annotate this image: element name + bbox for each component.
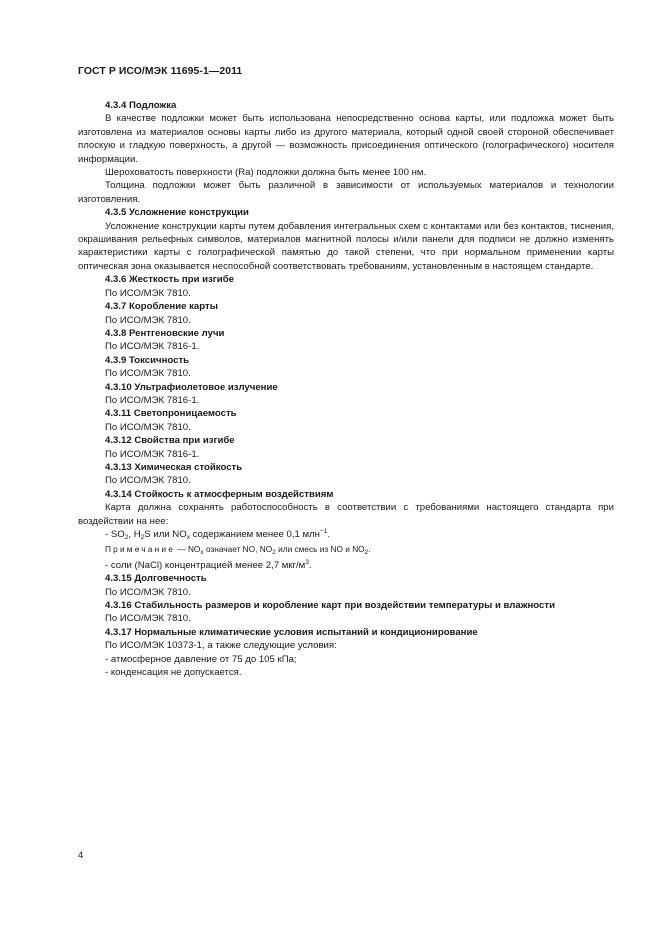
section-4-3-8-reference: По ИСО/МЭК 7816-1.: [105, 341, 200, 353]
section-4-3-4-paragraph-3: Толщина подложки может быть различной в зависимости от используемых материалов и технологии изготовления.: [78, 180, 614, 205]
section-4-3-10-title: 4.3.10 Ультрафиолетовое излучение: [105, 381, 278, 393]
section-4-3-11-title: 4.3.11 Светопроницаемость: [105, 408, 237, 420]
document-header: ГОСТ Р ИСО/МЭК 11695-1—2011: [78, 66, 243, 77]
section-4-3-9-title: 4.3.9 Токсичность: [105, 354, 190, 366]
section-4-3-5-title: 4.3.5 Усложнение конструкции: [105, 207, 249, 219]
section-4-3-6-reference: По ИСО/МЭК 7810.: [105, 287, 191, 299]
document-body: [78, 99, 614, 679]
note-label: Примечание: [105, 544, 176, 555]
page-number: 4: [78, 850, 84, 861]
section-4-3-13-reference: По ИСО/МЭК 7810.: [105, 475, 191, 487]
section-4-3-15-reference: По ИСО/МЭК 7810.: [105, 586, 191, 598]
section-4-3-17-title: 4.3.17 Нормальные климатические условия испытаний и кондиционирование: [105, 626, 478, 638]
section-4-3-10-reference: По ИСО/МЭК 7816-1.: [105, 394, 200, 406]
section-4-3-12-reference: По ИСО/МЭК 7816-1.: [105, 448, 200, 460]
section-4-3-8-title: 4.3.8 Рентгеновские лучи: [105, 327, 225, 339]
section-4-3-5-paragraph-1: Усложнение конструкции карты путем добавления интегральных схем с контактами или без контактов, тиснения, окрашивания рельефных символов, материалов магнитной полосы и/или панели для подписи не должно изменять характеристики карты с голографической памятью до такой степени, что при нормальном применении карты оптическая зона оказывается неспособной соответствовать требованиям, установленным в настоящем стандарте.: [78, 220, 614, 272]
section-4-3-4-title: 4.3.4 Подложка: [105, 100, 177, 111]
section-4-3-4-paragraph-1: В качестве подложки может быть использована непосредственно основа карты, или подложка может быть изготовлена из материалов основы карты либо из другого материала, который одной своей стороной обеспечивает плоскую и гладкую поверхность, а другой — возможность присоединения оптического (голографического) носителя информации.: [78, 113, 614, 165]
section-4-3-14-paragraph-1: Карта должна сохранять работоспособность в соответствии с требованиями настоящего стандарта при воздействии на нее:: [78, 502, 614, 527]
section-4-3-14-title: 4.3.14 Стойкость к атмосферным воздействиям: [105, 488, 334, 500]
section-4-3-6-title: 4.3.6 Жесткость при изгибе: [105, 274, 234, 286]
section-4-3-13-title: 4.3.13 Химическая стойкость: [105, 461, 243, 473]
section-4-3-14-note: Примечание — $NO_x$ означает NO, $NO_2$ или смесь из NO и $NO_2$.: [105, 544, 371, 557]
section-4-3-7-reference: По ИСО/МЭК 7810.: [105, 314, 191, 326]
section-4-3-11-reference: По ИСО/МЭК 7810.: [105, 421, 191, 433]
section-4-3-12-title: 4.3.12 Свойства при изгибе: [105, 435, 235, 447]
section-4-3-9-reference: По ИСО/МЭК 7810.: [105, 368, 191, 380]
section-4-3-16-reference: По ИСО/МЭК 7810.: [105, 613, 191, 625]
section-4-3-14-bullet-2: - соли (NaCl) концентрацией менее 2,7 мкг/$м^3$.: [105, 558, 312, 571]
section-4-3-15-title: 4.3.15 Долговечность: [105, 573, 207, 585]
section-4-3-7-title: 4.3.7 Коробление карты: [105, 301, 218, 313]
section-4-3-17-reference: По ИСО/МЭК 10373-1, а также следующие условия:: [105, 640, 337, 652]
section-4-3-14-bullet-1: - $SO_2$, $H_2S$ или $NO_x$ содержанием менее 0,1 млн$^{-1}$.: [105, 528, 331, 541]
section-4-3-17-bullet-2: - конденсация не допускается.: [105, 667, 242, 679]
section-4-3-17-bullet-1: - атмосферное давление от 75 до 105 кПа;: [105, 653, 297, 665]
section-4-3-4-paragraph-2: Шероховатость поверхности (Ra) подложки должна быть менее 100 нм.: [105, 167, 427, 179]
section-4-3-16-title: 4.3.16 Стабильность размеров и коробление карт при воздействии температуры и влажности: [105, 600, 555, 612]
